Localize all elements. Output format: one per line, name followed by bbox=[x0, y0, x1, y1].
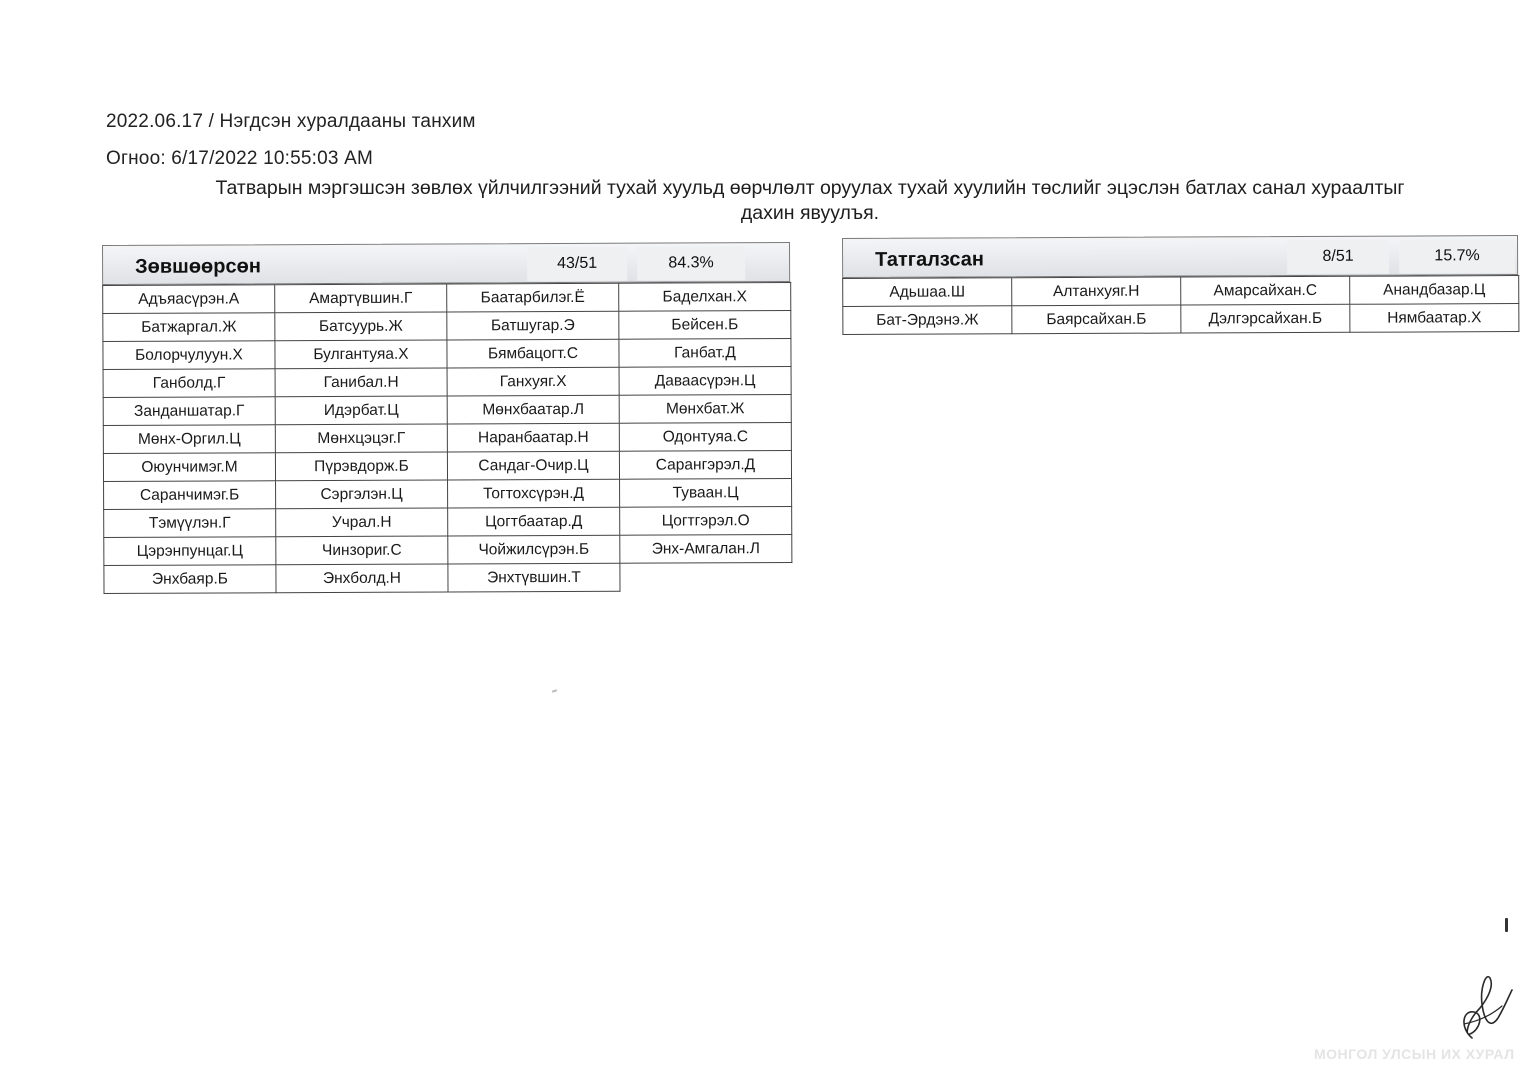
member-name: Цэрэнпунцаг.Ц bbox=[104, 537, 276, 566]
member-name: Батсуурь.Ж bbox=[275, 312, 447, 341]
member-name: Адъяасүрэн.А bbox=[103, 285, 275, 314]
member-name: Цогтбаатар.Д bbox=[448, 507, 620, 536]
member-name: Энхбаяр.Б bbox=[104, 565, 276, 594]
table-row bbox=[103, 422, 791, 453]
member-name: Дэлгэрсайхан.Б bbox=[1181, 304, 1350, 333]
table-row bbox=[104, 534, 792, 565]
member-name: Мөнх-Оргил.Ц bbox=[103, 425, 275, 454]
motion-title bbox=[120, 176, 1500, 226]
member-name: Бейсен.Б bbox=[619, 310, 791, 339]
approve-names-table bbox=[102, 282, 792, 594]
member-name: Даваасүрэн.Ц bbox=[619, 366, 791, 395]
member-name: Пүрэвдорж.Б bbox=[275, 452, 447, 481]
member-name: Баатарбилэг.Ё bbox=[447, 283, 619, 312]
member-name: Одонтуяа.С bbox=[619, 422, 791, 451]
member-name: Тогтохсүрэн.Д bbox=[448, 479, 620, 508]
member-name: Чинзориг.С bbox=[276, 536, 448, 565]
member-name: Туваан.Ц bbox=[620, 478, 792, 507]
member-name: Амартүвшин.Г bbox=[275, 284, 447, 313]
member-name: Баярсайхан.Б bbox=[1012, 305, 1181, 334]
table-row bbox=[103, 366, 791, 397]
member-name: Мөнхбат.Ж bbox=[619, 394, 791, 423]
member-name: Баделхан.Х bbox=[619, 282, 791, 311]
member-name: Энх-Амгалан.Л bbox=[620, 534, 792, 563]
member-name: Ганбат.Д bbox=[619, 338, 791, 367]
motion-title-line-2: дахин явуулъя. bbox=[740, 202, 880, 224]
reject-count: 8/51 bbox=[1287, 240, 1389, 274]
member-name: Энхтүвшин.Т bbox=[448, 563, 620, 592]
member-name: Бат-Эрдэнэ.Ж bbox=[843, 306, 1012, 335]
table-row bbox=[104, 478, 792, 509]
approve-section bbox=[102, 242, 792, 594]
member-name: Адьшаа.Ш bbox=[843, 278, 1012, 307]
reject-title: Татгалзсан bbox=[875, 248, 984, 271]
approve-title: Зөвшөөрсөн bbox=[135, 255, 261, 278]
vote-timestamp: Огноо: 6/17/2022 10:55:03 AM bbox=[106, 148, 374, 169]
table-row bbox=[103, 394, 791, 425]
member-name: Алтанхуяг.Н bbox=[1012, 277, 1181, 306]
member-name: Ганибал.Н bbox=[275, 368, 447, 397]
member-name: Сандаг-Очир.Ц bbox=[447, 451, 619, 480]
session-info: 2022.06.17 / Нэгдсэн хуралдааны танхим bbox=[106, 111, 476, 132]
member-name: Наранбаатар.Н bbox=[447, 423, 619, 452]
member-name: Болорчулуун.Х bbox=[103, 341, 275, 370]
table-row bbox=[104, 562, 792, 593]
table-row bbox=[103, 310, 791, 341]
table-row bbox=[843, 304, 1519, 335]
member-name: Чойжилсүрэн.Б bbox=[448, 535, 620, 564]
member-name: Анандбазар.Ц bbox=[1350, 276, 1519, 305]
member-name: Энхболд.Н bbox=[276, 564, 448, 593]
table-row bbox=[103, 338, 791, 369]
scan-speck bbox=[552, 689, 557, 693]
table-row bbox=[104, 506, 792, 537]
approve-percent: 84.3% bbox=[637, 246, 745, 280]
reject-header bbox=[842, 235, 1518, 278]
handwritten-signature bbox=[1450, 968, 1520, 1048]
table-row bbox=[843, 276, 1519, 307]
member-name: Цогтгэрэл.О bbox=[620, 506, 792, 535]
member-name: Сарангэрэл.Д bbox=[619, 450, 791, 479]
approve-count: 43/51 bbox=[527, 247, 627, 281]
reject-names-table bbox=[842, 275, 1519, 335]
table-row bbox=[103, 282, 791, 313]
reject-percent: 15.7% bbox=[1399, 239, 1515, 274]
approve-header bbox=[102, 242, 790, 285]
member-name: Батжаргал.Ж bbox=[103, 313, 275, 342]
member-name: Тэмүүлэн.Г bbox=[104, 509, 276, 538]
motion-title-line-1: Татварын мэргэшсэн зөвлөх үйлчилгээний тухай хуульд өөрчлөлт оруулах тухай хуулийн төслийг эцэслэн батлах санал хураалтыг bbox=[215, 177, 1405, 199]
member-name: Занданшатар.Г bbox=[103, 397, 275, 426]
member-name: Нямбаатар.Х bbox=[1350, 304, 1519, 333]
member-name: Ганболд.Г bbox=[103, 369, 275, 398]
scan-edge-mark bbox=[1505, 918, 1508, 932]
member-name: Амарсайхан.С bbox=[1181, 276, 1350, 305]
member-name: Оюунчимэг.М bbox=[103, 453, 275, 482]
member-name: Мөнхцэцэг.Г bbox=[275, 424, 447, 453]
watermark: МОНГОЛ УЛСЫН ИХ ХУРАЛ bbox=[1314, 1046, 1515, 1062]
member-name: Идэрбат.Ц bbox=[275, 396, 447, 425]
reject-section bbox=[842, 235, 1518, 335]
table-row bbox=[103, 450, 791, 481]
member-name: Учрал.Н bbox=[276, 508, 448, 537]
empty-cell bbox=[620, 562, 792, 591]
member-name: Батшугар.Э bbox=[447, 311, 619, 340]
member-name: Бямбацогт.С bbox=[447, 339, 619, 368]
member-name: Сэргэлэн.Ц bbox=[276, 480, 448, 509]
member-name: Саранчимэг.Б bbox=[104, 481, 276, 510]
member-name: Булгантуяа.Х bbox=[275, 340, 447, 369]
member-name: Ганхуяг.Х bbox=[447, 367, 619, 396]
member-name: Мөнхбаатар.Л bbox=[447, 395, 619, 424]
